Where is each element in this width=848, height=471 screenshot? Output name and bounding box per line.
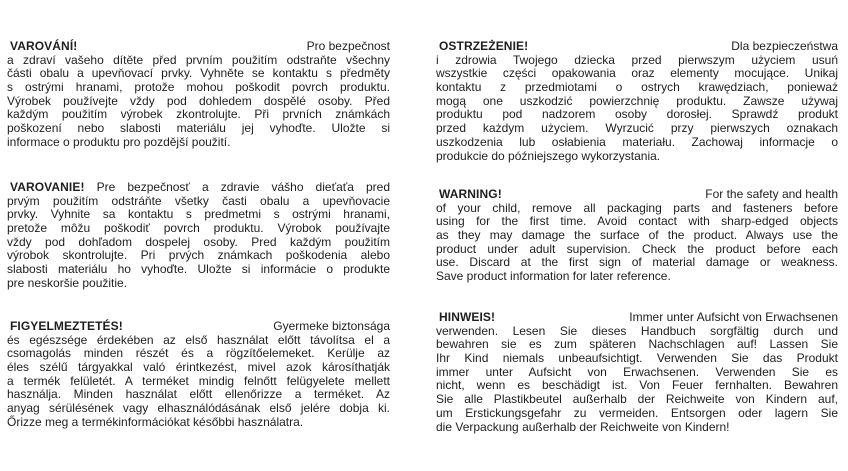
text-line: Save product information for later reference. (436, 269, 671, 284)
text-line: mogą one uszkodzić powierzchnię produktu. Zawsze używaj (436, 93, 838, 108)
heading-line (436, 40, 838, 54)
text-line: bewahren sie es zum späteren Nachschlagen auf! Lassen Sie (436, 337, 838, 352)
warning-block-slovak (7, 181, 390, 291)
text-line: és egészsége érdekében az első használat előtt távolítsa el a (7, 332, 390, 347)
text-line: s ostrými hranami, protože mohou poškodit povrch produktu. (7, 80, 390, 95)
text-line: i zdrowia Twojego dziecka przed pierwszym użyciem usuń (436, 52, 838, 67)
text-line: produkcie do późniejszego wykorzystania. (436, 148, 661, 163)
warning-block-hungarian (7, 320, 390, 430)
text-line: immer unter Aufsicht von Erwachsenen. Verwenden Sie es (436, 364, 838, 379)
text-line: prvým použitím odstráňte všetky časti obalu a upevňovacie (7, 193, 390, 208)
text-line: části obalu a upevňovací prvky. Vyhněte se kontaktu s předměty (7, 66, 390, 81)
text-line: Výrobek používejte vždy pod dohledem dospělé osoby. Před (7, 93, 390, 108)
text-line: csomagolás minden részét és a rögzítőelemeket. Kerülje az (7, 346, 390, 361)
block-heading: HINWEIS! (439, 310, 496, 324)
text-line: uszkodzenia lub osłabienia materiału. Zachowaj informacje o (436, 134, 838, 149)
block-heading: VAROVÁNÍ! (10, 39, 78, 53)
text-line: verwenden. Lesen Sie dieses Handbuch sorgfältig durch und (436, 323, 838, 338)
text-line: of your child, remove all packaging parts and fasteners before (436, 200, 838, 215)
text-line: Őrizze meg a termékinformációkat későbbi használatra. (7, 414, 304, 429)
text-line: pre neskoršie použitie. (7, 275, 128, 290)
heading-line (436, 311, 838, 325)
warning-block-polish (436, 40, 838, 163)
text-line: informace o produktu pro pozdější použití. (7, 134, 231, 149)
heading-line-rest: Dla bezpieczeństwa (731, 39, 838, 53)
text-line: éles szélű tárgyakkal való érintkezést, mivel azok károsíthatják (7, 360, 390, 375)
text-line: každým použitím výrobek zkontrolujte. Při prvních známkách (7, 107, 390, 122)
text-line: nicht, wenn es beschädigt ist. Von Feuer fernhalten. Bewahren (436, 378, 838, 393)
text-line: anyag sérülésének vagy elhasználódásának első jelére dobja ki. (7, 401, 390, 416)
text-line: using for the first time. Avoid contact with sharp-edged objects (436, 214, 838, 229)
heading-line (436, 188, 838, 202)
text-line: pretože môžu poškodiť povrch produktu. Výrobok používajte (7, 221, 390, 236)
block-heading: OSTRZEŻENIE! (439, 39, 529, 53)
text-line: przed każdym użyciem. Wyrzucić przy pierwszych oznakach (436, 121, 838, 136)
heading-line-rest: Pro bezpečnost (306, 39, 390, 53)
block-heading: FIGYELMEZTETÉS! (10, 319, 123, 333)
text-line: produktu pod nadzorem osoby dorosłej. Sprawdź produkt (436, 107, 838, 122)
warning-block-german (436, 311, 838, 434)
text-line: wszystkie części opakowania oraz elementy mocujące. Unikaj (436, 66, 838, 81)
text-line: kontaktu z przedmiotami o ostrych krawędziach, ponieważ (436, 80, 838, 95)
text-line: slabosti materiálu ho vyhoďte. Uložte si informácie o produkte (7, 262, 390, 277)
heading-line-rest: Gyermeke biztonsága (273, 319, 390, 333)
text-line: die Verpackung außerhalb der Reichweite von Kindern! (436, 419, 730, 434)
warning-block-english (436, 188, 838, 284)
heading-line-rest: Pre bezpečnosť a zdravie vášho dieťaťa pred (96, 180, 390, 194)
text-line: product under adult supervision. Check the product before each (436, 241, 838, 256)
heading-line-rest: Immer unter Aufsicht von Erwachsenen (629, 310, 838, 324)
block-heading: WARNING! (439, 187, 502, 201)
text-line: prvky. Vyhnite sa kontaktu s predmetmi s ostrými hranami, (7, 207, 390, 222)
heading-line (7, 40, 390, 54)
text-line: Sie alle Plastikbeutel außerhalb der Reichweite von Kindern auf, (436, 392, 838, 407)
text-line: Ihr Kind niemals unbeaufsichtigt. Verwenden Sie das Produkt (436, 351, 838, 366)
heading-line-rest: For the safety and health (705, 187, 838, 201)
text-line: vždy pod dohľadom dospelej osoby. Pred každým použitím (7, 234, 390, 249)
text-line: a termék felületét. A terméket mindig felnőtt felügyelete mellett (7, 373, 390, 388)
text-line: a zdraví vašeho dítěte před prvním použitím odstraňte všechny (7, 52, 390, 67)
warning-block-czech (7, 40, 390, 150)
block-heading: VAROVANIE! (10, 180, 85, 194)
text-line: as they may damage the surface of the product. Always use the (436, 228, 838, 243)
text-line: use. Discard at the first sign of material damage or weakness. (436, 255, 838, 270)
heading-line (7, 181, 390, 195)
text-line: poškození nebo slabosti materiálu jej vyhoďte. Uložte si (7, 121, 390, 136)
heading-line (7, 320, 390, 334)
text-line: výrobok skontrolujte. Pri prvých známkach poškodenia alebo (7, 248, 390, 263)
text-line: um Erstickungsgefahr zu vermeiden. Entsorgen oder lagern Sie (436, 405, 838, 420)
text-line: használja. Minden használat előtt ellenőrizze a terméket. Az (7, 387, 390, 402)
